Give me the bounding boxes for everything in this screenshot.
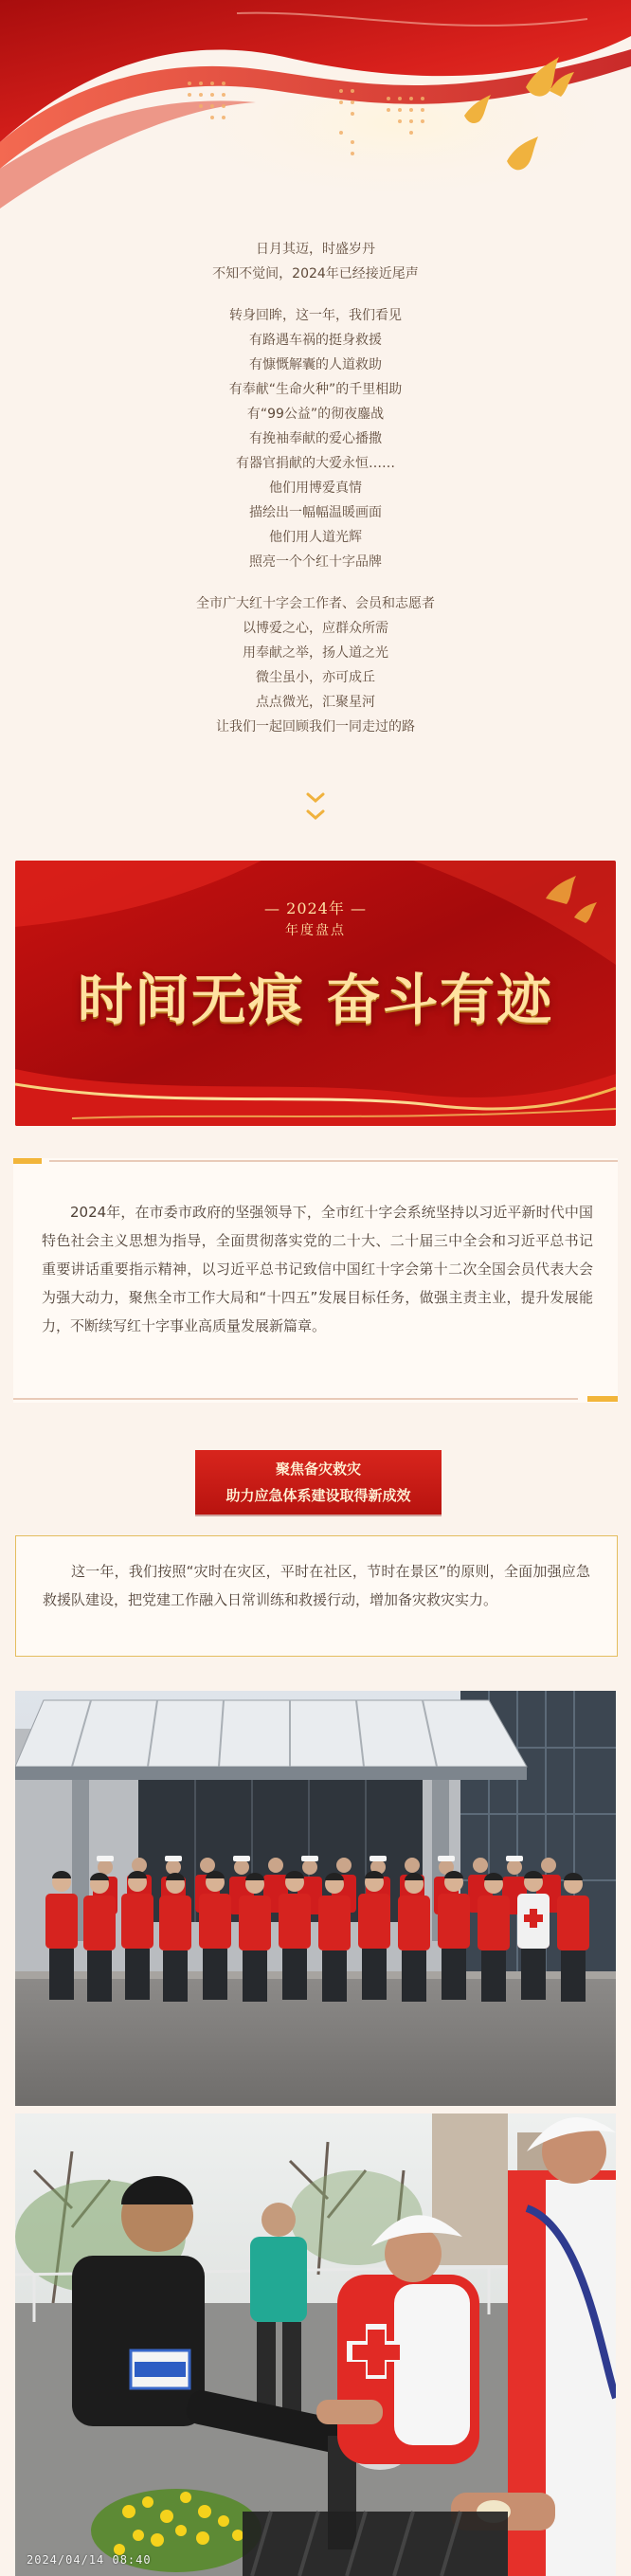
- poem-line: 全市广大红十字会工作者、会员和志愿者: [196, 596, 435, 611]
- poem-line: 有慷慨解囊的人道救助: [249, 357, 382, 372]
- annual-review-banner: [15, 861, 616, 1126]
- poem-line: 有挽袖奉献的爱心播撒: [249, 431, 382, 446]
- poem-line: 有奉献“生命火种”的千里相助: [228, 382, 403, 397]
- scroll-down-chevron-icon: [301, 789, 330, 830]
- poem-line: 转身回眸，这一年，我们看见: [229, 308, 402, 323]
- section-heading-line1: 聚焦备灾救灾: [275, 1460, 361, 1478]
- poem-line: 用奉献之举，扬人道之光: [243, 645, 388, 661]
- header-ribbon-decoration: [0, 0, 631, 237]
- poem-line: 照亮一个个红十字品牌: [249, 554, 382, 570]
- summary-paragraph: 2024年，在市委市政府的坚强领导下，全市红十字会系统坚持以习近平新时代中国特色社会主义思想为指导，全面贯彻落实党的二十大、二十届三中全会和习近平总书记重要讲话重要指示精神，以习近平总书记致信中国红十字会第十二次全国会员代表大会为强大动力，聚焦全市工作大局和“十四五”发展目标任务，做强主责主业，提升发展能力，不断续写红十字事业高质量发展新篇章。: [42, 1204, 593, 1334]
- poem-line: 有器官捐献的大爱永恒……: [236, 456, 395, 471]
- poem-line: 让我们一起回顾我们一同走过的路: [216, 719, 415, 735]
- summary-card: [13, 1158, 618, 1403]
- banner-year: — 2024年 —: [264, 899, 367, 917]
- marathon-first-aid-photo-image: [15, 2113, 616, 2576]
- poem-line: 日月其迈，时盛岁丹: [256, 242, 375, 257]
- poem-line: 他们用博爱真情: [269, 481, 362, 496]
- section-heading: [195, 1450, 442, 1515]
- section-paragraph-box: [15, 1535, 618, 1657]
- poem-line: 微尘虽小，亦可成丘: [256, 670, 375, 685]
- section-paragraph: 这一年，我们按照“灾时在灾区，平时在社区，节时在景区”的原则，全面加强应急救援队建设，把党建工作融入日常训练和救援行动，增加备灾救灾实力。: [43, 1563, 590, 1608]
- poem-line: 以博爱之心，应群众所需: [243, 621, 388, 636]
- poem-line: 有路遇车祸的挺身救援: [249, 333, 382, 348]
- volunteer-team-photo: [15, 1691, 616, 2106]
- banner-subtitle: 年度盘点: [285, 923, 346, 938]
- banner-title: 时间无痕 奋斗有迹: [77, 968, 554, 1032]
- poem-line: 点点微光，汇聚星河: [256, 695, 375, 710]
- poem-line: 他们用人道光辉: [269, 530, 362, 545]
- volunteer-team-photo-image: [15, 1691, 616, 2106]
- marathon-first-aid-photo: [15, 2113, 616, 2576]
- section-heading-line2: 助力应急体系建设取得新成效: [225, 1487, 411, 1504]
- photo-timestamp: 2024/04/14 08:40: [27, 2553, 152, 2567]
- poem-line: 不知不觉间，2024年已经接近尾声: [212, 266, 419, 281]
- poem-line: 有“99公益”的彻夜鏖战: [246, 407, 385, 422]
- race-bib: [135, 2362, 186, 2377]
- poem-line: 描绘出一幅幅温暖画面: [249, 505, 382, 520]
- intro-poem: [0, 237, 631, 739]
